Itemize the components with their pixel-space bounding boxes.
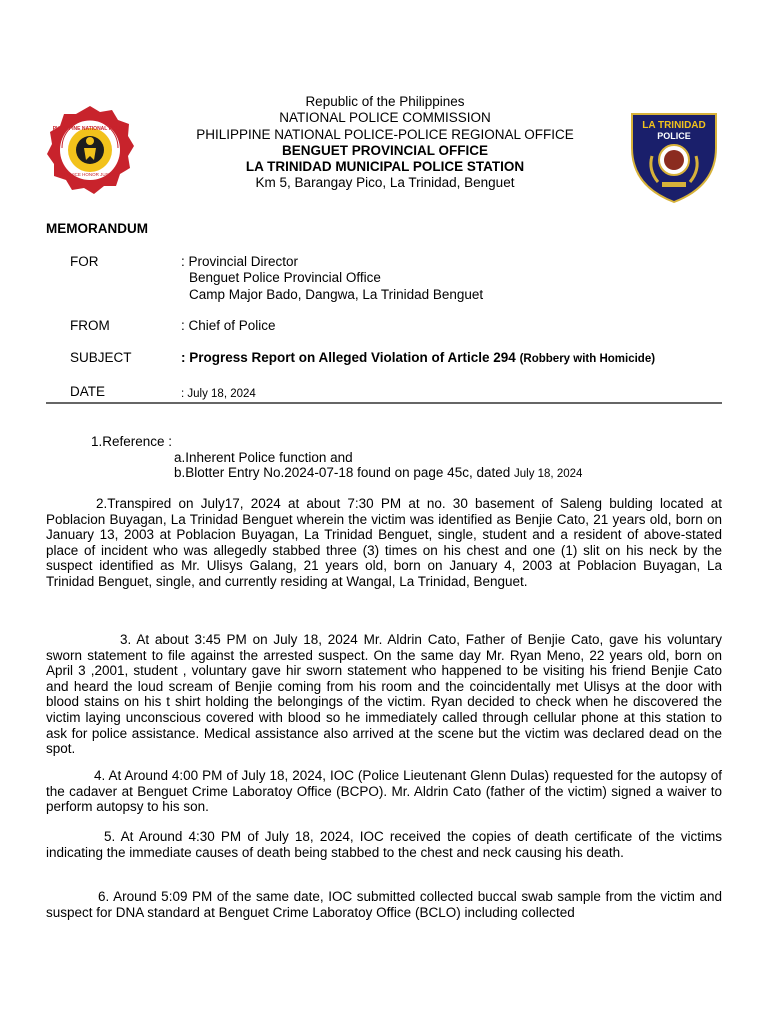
badge-text-police: POLICE xyxy=(657,131,691,141)
paragraph-3-text: 3. At about 3:45 PM on July 18, 2024 Mr. Aldrin Cato, Father of Benjie Cato, gave his voluntary sworn statement to file against the arrested suspect. On the same day Mr. Ryan Meno, 22 years old, born on April 3 ,2001, student , voluntary gave hir sworn statement who happened to be visiting his friend Benjie Cato and heard the loud scream of Benjie coming from his room and the coincidentally met Ulisys at the door with blood stains on his t shirt holding the belongings of the victim. Ryan decided to check when he discovered the victim laying unconscious covered with blood so he immediately called through cellular phone at this station to ask for police assistance. Medical assistance also arrived at the scene but the victim was declared dead on the spot. xyxy=(46,632,722,757)
letterhead-address: Km 5, Barangay Pico, La Trinidad, Benguet xyxy=(255,175,515,191)
subject-main: : Progress Report on Alleged Violation of Article 294 xyxy=(181,350,516,365)
paragraph-6-text: 6. Around 5:09 PM of the same date, IOC submitted collected buccal swab sample from the victim and suspect for DNA standard at Benguet Crime Laboratoy Office (BCLO) including collected xyxy=(46,889,722,920)
seal-bottom-text: SERVICE HONOR JUSTICE xyxy=(61,172,119,177)
reference-item-b-date: July 18, 2024 xyxy=(514,468,583,480)
memorandum-title: MEMORANDUM xyxy=(46,221,148,236)
badge-text-la-trinidad: LA TRINIDAD xyxy=(642,120,706,131)
letterhead-station: LA TRINIDAD MUNICIPAL POLICE STATION xyxy=(245,159,525,175)
for-line-1: : Provincial Director xyxy=(181,254,299,269)
letterhead-napolcom: NATIONAL POLICE COMMISSION xyxy=(279,110,491,126)
paragraph-4 xyxy=(46,768,722,815)
date-label: DATE xyxy=(70,384,106,399)
subject-label: SUBJECT xyxy=(70,350,132,365)
letterhead xyxy=(140,94,630,192)
from-value: : Chief of Police xyxy=(181,318,276,333)
paragraph-5 xyxy=(46,829,722,860)
seal-top-text: PHILIPPINE NATIONAL POLICE xyxy=(52,126,128,132)
reference-item-a: a.Inherent Police function and xyxy=(174,450,353,465)
header-divider xyxy=(46,402,722,404)
subject-value xyxy=(181,350,655,367)
paragraph-5-text: 5. At Around 4:30 PM of July 18, 2024, IOC received the copies of death certificate of the victims indicating the immediate causes of death being stabbed to the chest and neck causing his death. xyxy=(46,829,722,860)
reference-item-b-text: b.Blotter Entry No.2024-07-18 found on page 45c, dated xyxy=(174,465,511,480)
pnp-seal-logo xyxy=(44,104,136,196)
letterhead-pnp-regional: PHILIPPINE NATIONAL POLICE-POLICE REGIONAL OFFICE xyxy=(196,126,574,142)
reference-item-b xyxy=(174,465,582,480)
letterhead-provincial-office: BENGUET PROVINCIAL OFFICE xyxy=(281,142,488,158)
subject-parenthetical: (Robbery with Homicide) xyxy=(519,353,656,365)
date-value: : July 18, 2024 xyxy=(181,388,256,400)
for-line-2: Benguet Police Provincial Office xyxy=(189,270,381,286)
la-trinidad-police-badge xyxy=(626,108,722,204)
from-label: FROM xyxy=(70,318,110,333)
for-value xyxy=(181,254,483,303)
paragraph-4-text: 4. At Around 4:00 PM of July 18, 2024, IOC (Police Lieutenant Glenn Dulas) requested for the autopsy of the cadaver at Benguet Crime Laboratoy Office (BCPO). Mr. Aldrin Cato (father of the victim) signed a waiver to perform autopsy to his son. xyxy=(46,768,722,815)
paragraph-2-text: 2.Transpired on July17, 2024 at about 7:30 PM at no. 30 basement of Saleng bulding located at Poblacion Buyagan, La Trinidad Benguet wherein the victim was identified as Benjie Cato, 21 years old, born on January 13, 2003 at Poblacion Buyagan, La Trinidad Benguet, single, student and a resident of above-stated place of incident who was allegedly stabbed three (3) times on his chest and one (1) slit on his neck by the suspect identified as Mr. Ulisys Galang, 21 years old, born on January 4, 2003 at Poblacion Buyagan, La Trinidad Benguet, single, and currently residing at Wangal, La Trinidad, Benguet. xyxy=(46,496,722,589)
for-label: FOR xyxy=(70,254,99,269)
reference-heading: 1.Reference : xyxy=(91,434,173,449)
for-line-3: Camp Major Bado, Dangwa, La Trinidad Benguet xyxy=(189,286,484,302)
paragraph-2 xyxy=(46,496,722,590)
paragraph-6 xyxy=(46,889,722,920)
letterhead-republic: Republic of the Philippines xyxy=(305,94,465,109)
paragraph-3 xyxy=(46,632,722,757)
